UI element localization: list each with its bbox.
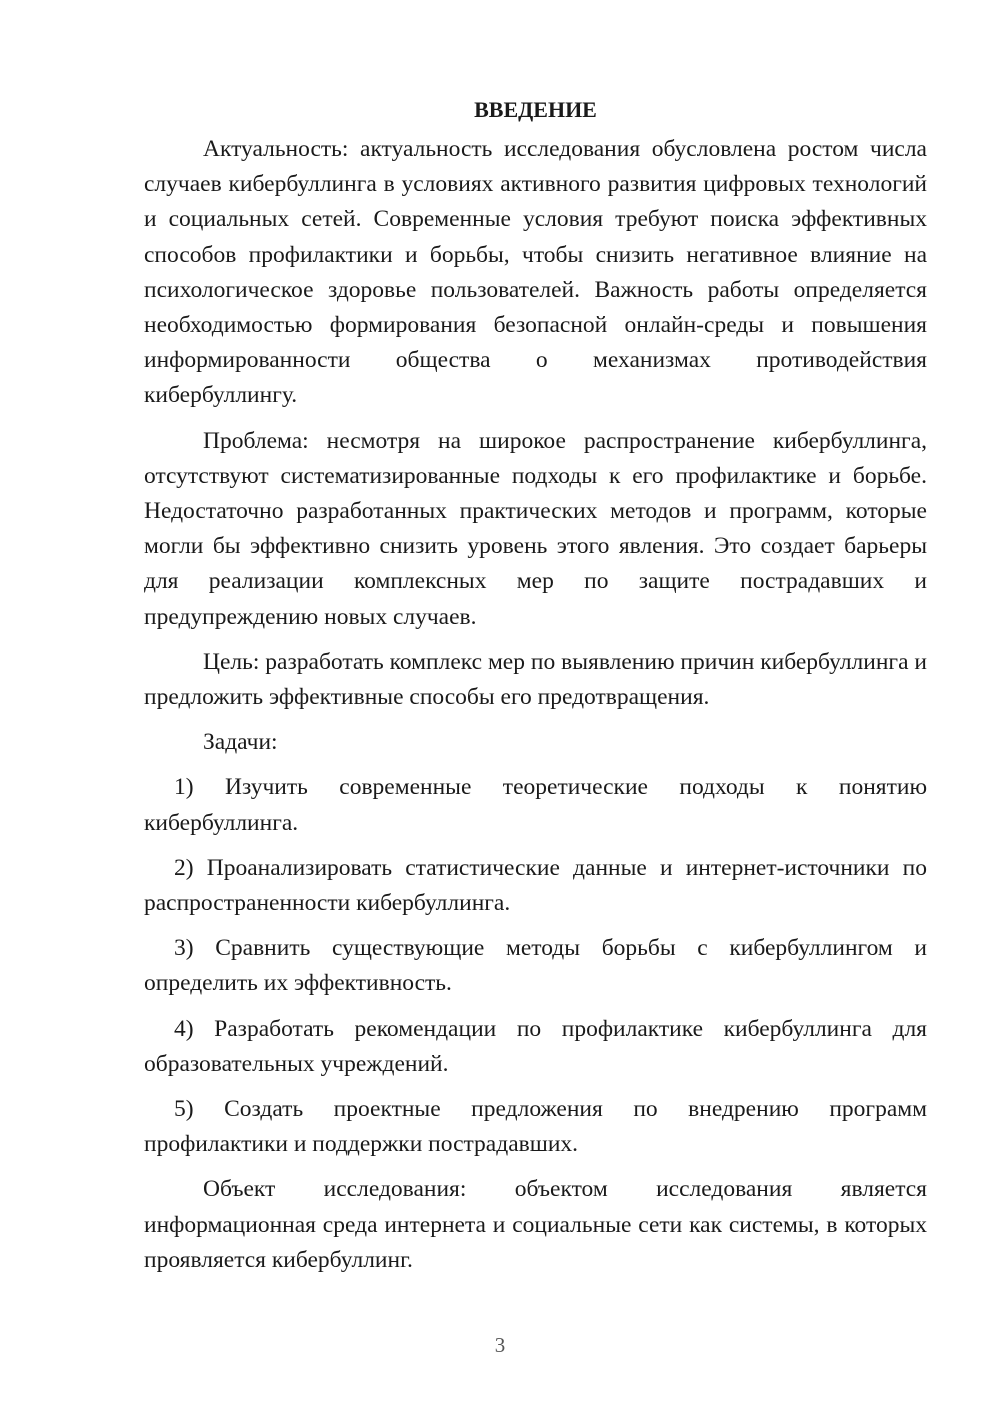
page-content bbox=[144, 92, 927, 1288]
paragraph-problem: Проблема: несмотря на широкое распространение кибербуллинга, отсутствуют систематизированные подходы к его профилактике и борьбе. Недостаточно разработанных практических методов и программ, которые могли бы эффективно снизить уровень этого явления. Это создает барьеры для реализации комплексных мер по защите пострадавших и предупреждению новых случаев. bbox=[144, 427, 927, 630]
task-item-3: 3) Сравнить существующие методы борьбы с кибербуллингом и определить их эффективность. bbox=[144, 935, 927, 997]
page-number: 3 bbox=[494, 1333, 506, 1357]
page-title: ВВЕДЕНИЕ bbox=[474, 97, 597, 122]
tasks-heading: Задачи: bbox=[203, 729, 278, 756]
tasks-list bbox=[144, 770, 927, 1162]
task-item-4: 4) Разработать рекомендации по профилактике кибербуллинга для образовательных учреждений. bbox=[144, 1015, 927, 1077]
paragraph-goal: Цель: разработать комплекс мер по выявлению причин кибербуллинга и предложить эффективные способы его предотвращения. bbox=[144, 648, 927, 711]
paragraph-object: Объект исследования: объектом исследования является информационная среда интернета и социальные сети как системы, в которых проявляется кибербуллинг. bbox=[144, 1176, 927, 1273]
paragraph-relevance: Актуальность: актуальность исследования обусловлена ростом числа случаев кибербуллинга в условиях активного развития цифровых технологий и социальных сетей. Современные условия требуют поиска эффективных способов профилактики и борьбы, чтобы снизить негативное влияние на психологическое здоровье пользователей. Важность работы определяется необходимостью формирования безопасной онлайн-среды и повышения информированности общества о механизмах противодействия кибербуллингу. bbox=[144, 136, 927, 409]
task-item-5: 5) Создать проектные предложения по внедрению программ профилактики и поддержки пострадавших. bbox=[144, 1096, 927, 1158]
task-item-1: 1) Изучить современные теоретические подходы к понятию кибербуллинга. bbox=[144, 774, 927, 836]
task-item-2: 2) Проанализировать статистические данные и интернет-источники по распространенности кибербуллинга. bbox=[144, 854, 927, 917]
